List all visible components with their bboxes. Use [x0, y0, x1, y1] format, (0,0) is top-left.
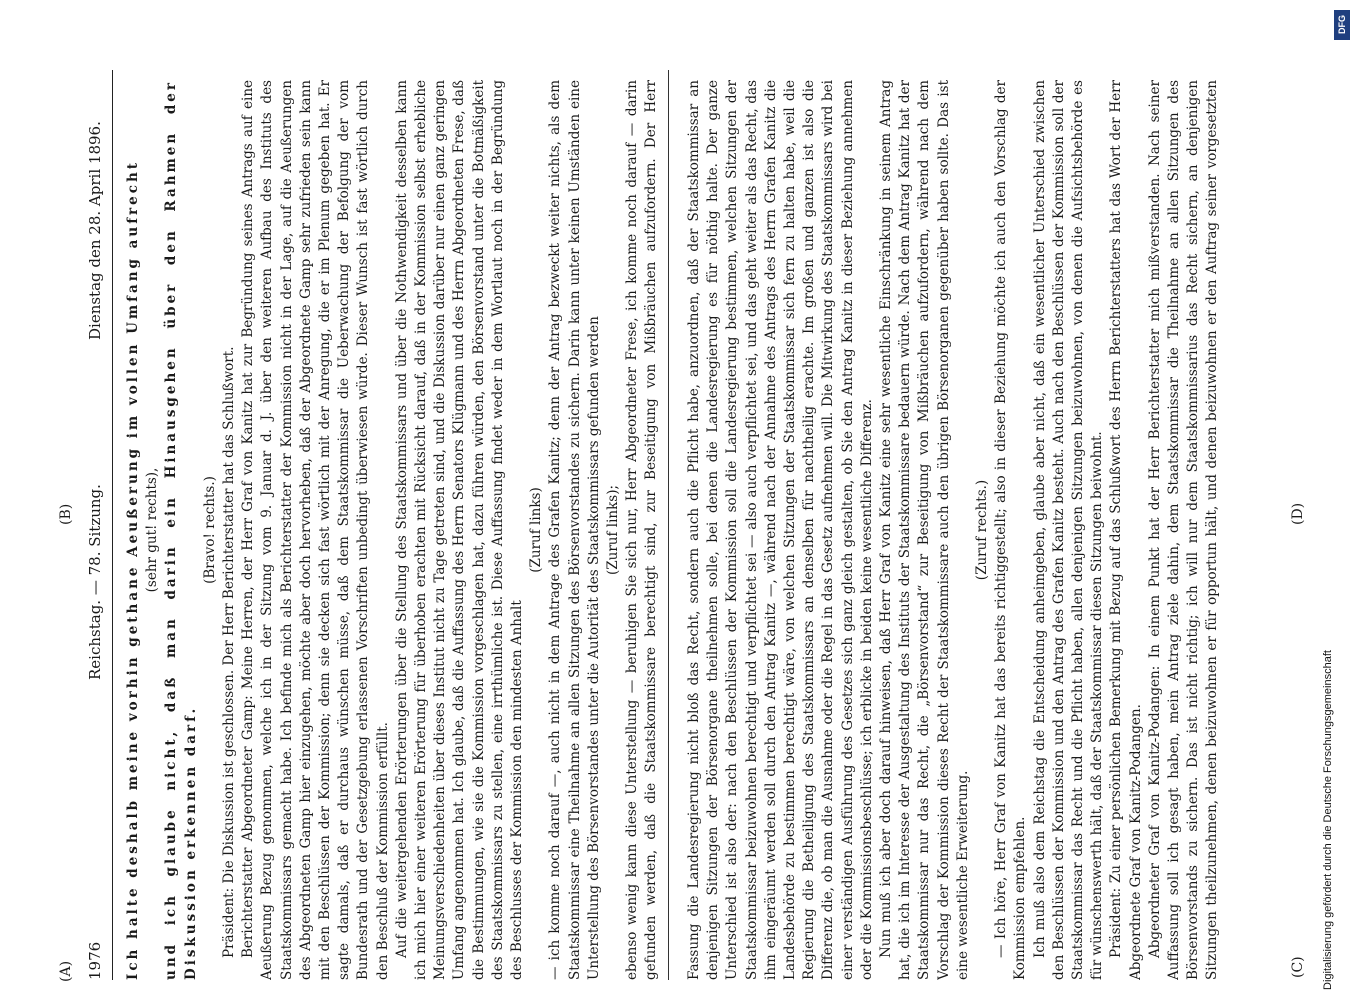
margin-letter-a: (A) — [58, 960, 74, 982]
interjection: (Zuruf links); — [605, 484, 622, 576]
column-left — [124, 80, 664, 980]
column-divider — [668, 70, 669, 980]
margin-letter-b: (B) — [58, 503, 74, 525]
paragraph: Ich halte deshalb meine vorhin gethane Aeußerung im vollen Umfang aufrecht — [125, 159, 141, 980]
interjection: (Zuruf rechts.) — [974, 479, 991, 581]
paragraph: Auf die weitergehenden Erörterungen über die Stellung des Staatskommissars und über die Nothwendigkeit desselben kann ich mich hier einer weiteren Erörterung für überhoben erachten mit Rücksicht darauf, daß in der Kommission selbst erhebliche Meinungsverschiedenheiten über dieses Institut nicht zu Tage getreten sind, und die Diskussion darüber nur einen ganz geringen Umfang angenommen hat. Ich glaube, daß die Auffassung des Herrn Senators Klügmann und des Herrn Abgeordneten Frese, daß die Bestimmungen, wie sie die Kommission vorgeschlagen hat, dazu führen würden, den Börsenvorstand unter die Botmäßigkeit des Staatskommissars zu stellen, eine irrthümliche ist. Diese Auffassung findet weder in dem Wortlaut noch in der Begründung des Beschlusses der Kommission den mindesten Anhalt — [393, 80, 526, 980]
page-number: 1976 — [86, 941, 104, 980]
paragraph: Berichterstatter Abgeordneter Gamp: Meine Herren, der Herr Graf von Kanitz hat zur Begründung seines Antrags auf eine Aeußerung Bezug genommen, welche ich in der Sitzung vom 9. Januar d. J. über den weiteren Aufbau des Instituts des Staatskommissars gemacht habe. Ich befinde mich als Berichterstatter der Kommission nicht in der Lage, auf die Aeußerungen des Abgeordneten Gamp hier einzugehen, möchte aber doch hervorheben, daß der Abgeordnete Gamp sehr zufrieden sein kann mit den Beschlüssen der Kommission; denn sie decken sich fast wörtlich mit der Anregung, die er im Plenum gegeben hat. Er sagte damals, daß er durchaus wünschen müsse, daß dem Staatskommissar die Ueberwachung der Befolgung der vom Bundesrath und der Gesetzgebung erlassenen Vorschriften unbedingt überwiesen würde. Dieser Wunsch ist fast wörtlich durch den Beschluß der Kommission erfüllt. — [240, 80, 391, 980]
page-header — [80, 70, 110, 980]
interjection: (sehr gut! rechts), — [144, 467, 161, 593]
paragraph: Präsident: Zu einer persönlichen Bemerkung mit Bezug auf das Schlußwort des Herrn Berichterstatters hat das Wort der Herr Abgeordnete Graf von Kanitz-Podangen. — [1108, 80, 1144, 980]
paragraph: — ich komme noch darauf —, auch nicht in dem Antrage des Grafen Kanitz; denn der Antrag bezweckt weiter nichts, als dem Staatskommissar eine Theilnahme an allen Sitzungen des Börsenvorstandes zu sichern. Darin kann unter keinen Umständen eine Unterstellung des Börsenvorstandes unter die Autorität des Staatskommissars gefunden werden — [547, 80, 602, 980]
column-right — [685, 80, 1225, 980]
paragraph: Nun muß ich aber doch darauf hinweisen, daß Herr Graf von Kanitz eine sehr wesentliche Einschränkung in seinem Antrag hat, die ich im Interesse der Ausgestaltung des Instituts der Staatskommissare bedauern würde. Nach dem Antrag Kanitz hat der Staatskommissar nur das Recht, die „Börsenvorstand“ zur Beseitigung von Mißbräuchen aufzufordern, während nach dem Vorschlag der Kommission dieses Recht der Staatskommissare auch den übrigen Börsenorganen gegenüber haben sollte. Das ist eine wesentliche Erweiterung. — [878, 80, 971, 980]
paragraph: ebenso wenig kann diese Unterstellung — beruhigen Sie sich nur, Herr Abgeordneter Frese, ich komme noch darauf — darin gefunden werden, daß die Staatskommissare berechtigt sind, zur Beseitigung von Mißbräuchen aufzufordern. Der Herr — [624, 80, 660, 980]
session-title: Reichstag. — 78. Sitzung. — [86, 484, 104, 680]
paragraph: Ich muß also dem Reichstag die Entscheidung anheimgeben, glaube aber nicht, daß ein wesentlicher Unterschied zwischen den Beschlüssen der Kommission und den Antrag des Grafen Kanitz besteht. Auch nach den Beschlüssen der Kommission soll der Staatskommissar das Recht und die Pflicht haben, allen denjenigen Sitzungen beizuwohnen, von denen die Aufsichtsbehörde es für wünschenswerth hält, daß der Staatskommissar diesen Sitzungen beiwohnt. — [1031, 80, 1106, 980]
digitization-credit: Digitalisierung gefördert durch die Deutsche Forschungsgemeinschaft — [1322, 650, 1334, 990]
margin-letter-d: (D) — [1290, 502, 1306, 525]
paragraph: Fassung die Landesregierung nicht bloß das Recht, sondern auch die Pflicht habe, anzuordnen, daß der Staatskommissar an denjenigen Sitzungen der Börsenorgane theilnehmen solle, bei denen die Landesregierung es für nöthig halte. Der ganze Unterschied ist also der: nach den Beschlüssen der Kommission soll die Landesregierung bestimmen, welchen Sitzungen der Staatskommissar beizuwohnen berechtigt und verpflichtet sei — also auch verpflichtet sei, und das geht weiter als das Recht, das ihm eingeräumt werden soll durch den Antrag Kanitz —, während nach der Annahme des Antrags des Herrn Grafen Kanitz die Landesbehörde zu bestimmen berechtigt wäre, von welchen Sitzungen der Staatskommissar sich fern zu halten habe, weil die Regierung die Betheiligung des Staatskommissars an denselben für nachtheilig erachte. Im großen und ganzen ist also die Differenz die, ob man die Ausnahme oder die Regel in das Gesetz aufnehmen will. Die Mitwirkung des Staatskommissars wird bei einer verständigen Ausführung des Gesetzes sich ganz gleich gestalten, ob Sie den Antrag Kanitz in dieser Beziehung annehmen oder die Kommissionsbeschlüsse; ich erblicke in beiden keine wesentliche Differenz. — [686, 80, 875, 980]
paragraph: — Ich höre, Herr Graf von Kanitz hat das bereits richtiggestellt; also in dieser Beziehung möchte ich auch den Vorschlag der Kommission empfehlen. — [993, 80, 1029, 980]
paragraph: Präsident: Die Diskussion ist geschlossen. Der Herr Berichterstatter hat das Schlußwort. — [221, 346, 238, 958]
interjection: (Bravo! rechts.) — [201, 476, 218, 584]
paragraph: und ich glaube nicht, daß man darin ein Hinausgehen über den Rahmen der Diskussion erkennen darf. — [163, 80, 199, 980]
dfg-logo: DFG — [1334, 10, 1350, 40]
session-date: Dienstag den 28. April 1896. — [86, 121, 104, 340]
rotated-page — [58, 70, 1306, 982]
paragraph: Abgeordneter Graf von Kanitz-Podangen: In einem Punkt hat der Herr Berichterstatter mich mißverstanden. Nach seiner Auffassung soll ich gesagt haben, mein Antrag ziele dahin, dem Staatskommissar die Theilnahme an allen Sitzungen des Börsenvorstands zu sichern. Das ist nicht richtig; ich will nur dem Staatskommissarius das Recht sichern, an denjenigen Sitzungen theilzunehmen, denen beizuwohnen er für opportun hält, und denen beizuwohnen er den Auftrag seiner vorgesetzten — [1146, 80, 1221, 980]
header-rule — [112, 70, 113, 980]
margin-letter-c: (C) — [1290, 956, 1306, 978]
interjection: (Zuruf links) — [528, 487, 545, 573]
